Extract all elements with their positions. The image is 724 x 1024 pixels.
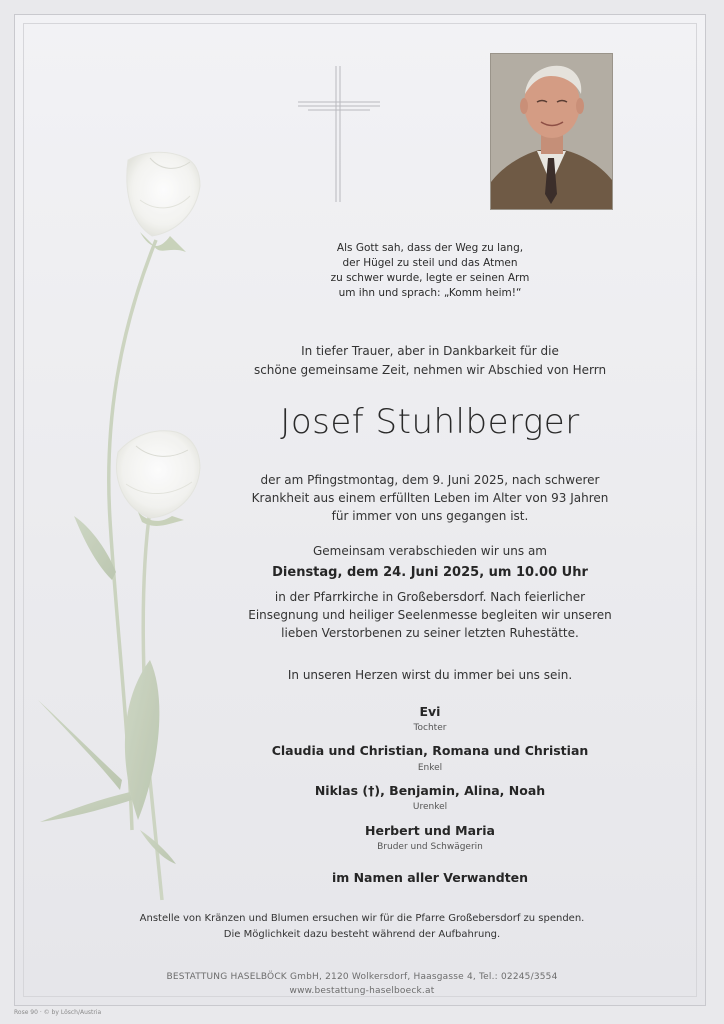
funeral-line: lieben Verstorbenen zu seiner letzten Ruhestätte. <box>281 626 579 640</box>
all-relatives: im Namen aller Verwandten <box>331 870 529 885</box>
funeral-line: in der Pfarrkirche in Großebersdorf. Nach feierlicher <box>274 590 586 604</box>
donation-line: Die Möglichkeit dazu besteht während der Aufbahrung. <box>223 929 501 940</box>
funeral-home-address: BESTATTUNG HASELBÖCK GmbH, 2120 Wolkersdorf, Haasgasse 4, Tel.: 02245/3554 <box>166 972 558 982</box>
donation-line: Anstelle von Kränzen und Blumen ersuchen wir für die Pfarre Großebersdorf zu spenden. <box>139 913 585 924</box>
poem-line: der Hügel zu steil und das Atmen <box>342 257 518 269</box>
death-line: Krankheit aus einem erfüllten Leben im Alter von 93 Jahren <box>251 491 609 505</box>
death-line: für immer von uns gegangen ist. <box>331 509 529 523</box>
funeral-line: Einsegnung und heiliger Seelenmesse begleiten wir unseren <box>248 608 612 622</box>
farewell-intro: Gemeinsam verabschieden wir uns am <box>313 544 547 558</box>
hearts-line: In unseren Herzen wirst du immer bei uns sein. <box>287 668 573 682</box>
mourner-relation: Bruder und Schwägerin <box>377 842 483 852</box>
death-notice <box>190 471 670 525</box>
mourner-relation: Tochter <box>413 723 447 733</box>
poem-line: Als Gott sah, dass der Weg zu lang, <box>336 242 524 254</box>
donation-note <box>112 911 612 943</box>
funeral-home-website[interactable]: www.bestattung-haselboeck.at <box>289 986 435 996</box>
funeral-date: Dienstag, dem 24. Juni 2025, um 10.00 Uhr <box>272 565 588 580</box>
mourner-names: Niklas (†), Benjamin, Alina, Noah <box>314 783 546 798</box>
funeral-details <box>190 588 670 642</box>
intro-line: schöne gemeinsame Zeit, nehmen wir Abschied von Herrn <box>253 363 607 377</box>
funeral-home-footer <box>112 970 612 998</box>
mourner-relation: Urenkel <box>412 802 448 812</box>
mourner-names: Claudia und Christian, Romana und Christian <box>271 743 589 758</box>
mourner-names: Evi <box>419 704 441 719</box>
poem <box>190 241 670 301</box>
deceased-name: Josef Stuhlberger <box>280 402 580 442</box>
mourner-names: Herbert und Maria <box>365 823 495 838</box>
mourner-relation: Enkel <box>417 763 443 773</box>
poem-line: um ihn und sprach: „Komm heim!“ <box>338 287 522 299</box>
print-imprint: Rose 90 · © by Lösch/Austria <box>14 1009 102 1016</box>
death-line: der am Pfingstmontag, dem 9. Juni 2025, nach schwerer <box>260 473 600 487</box>
intro-line: In tiefer Trauer, aber in Dankbarkeit für die <box>301 344 559 358</box>
intro-text <box>190 342 670 380</box>
poem-line: zu schwer wurde, legte er seinen Arm <box>330 272 530 284</box>
